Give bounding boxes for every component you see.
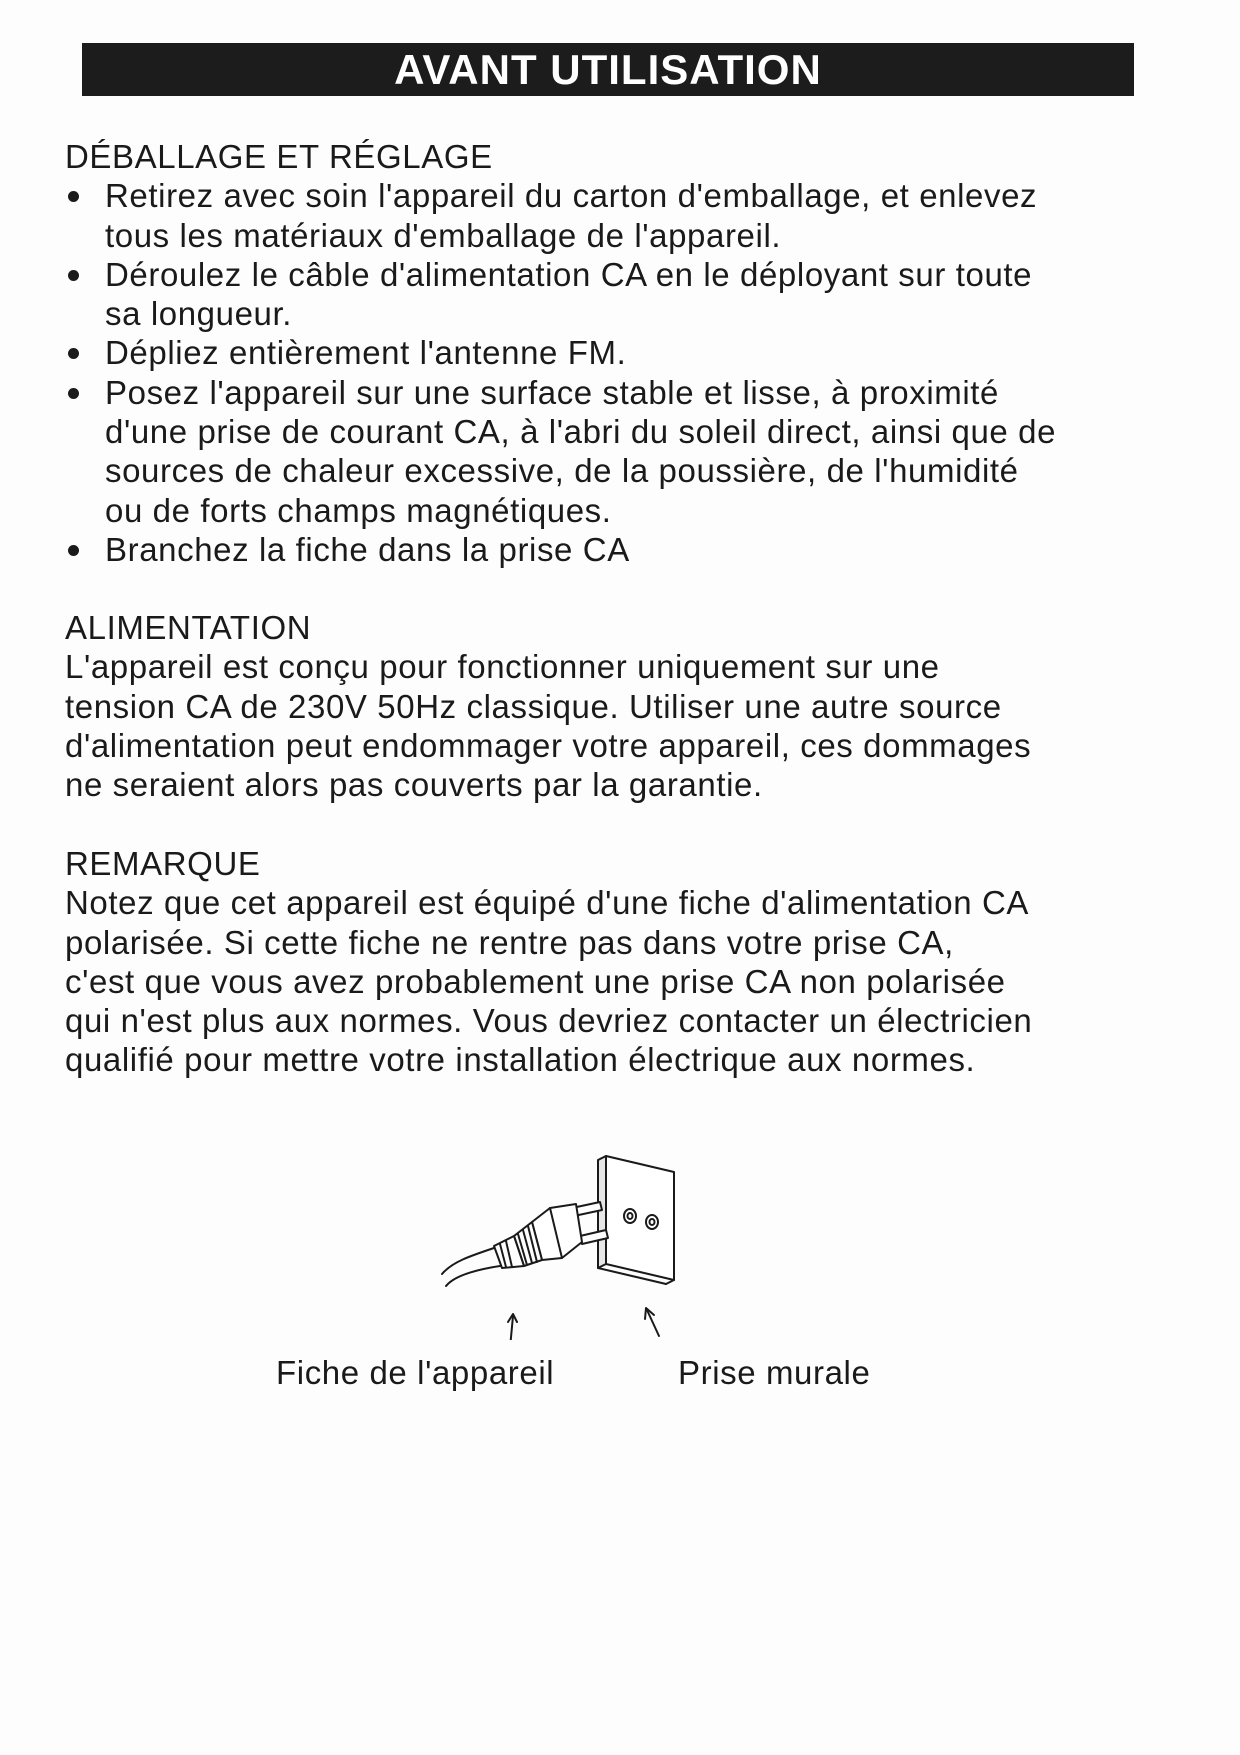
note-text-line: qui n'est plus aux normes. Vous devriez contacter un électricien (65, 1002, 1033, 1040)
bullet-icon (68, 348, 79, 359)
unpacking-list (65, 176, 1185, 569)
note-section (65, 844, 1185, 1080)
note-text-line: c'est que vous avez probablement une prise CA non polarisée (65, 962, 1006, 1000)
bullet-icon (68, 270, 79, 281)
list-item-line: Dépliez entièrement l'antenne FM. (105, 334, 627, 372)
wall-socket-icon (598, 1156, 674, 1284)
list-item (65, 373, 1185, 530)
note-text-line: polarisée. Si cette fiche ne rentre pas dans votre prise CA, (65, 923, 954, 961)
list-item-line: Branchez la fiche dans la prise CA (105, 530, 630, 568)
pointer-arrows (508, 1308, 659, 1340)
plug-caption: Fiche de l'appareil (276, 1354, 555, 1391)
power-heading: ALIMENTATION (65, 609, 312, 646)
power-text-line: tension CA de 230V 50Hz classique. Utiliser une autre source (65, 687, 1002, 725)
note-heading: REMARQUE (65, 845, 261, 882)
list-item (65, 176, 1185, 255)
list-item-line: tous les matériaux d'emballage de l'appareil. (105, 216, 782, 254)
bullet-icon (68, 388, 79, 399)
page-title: AVANT UTILISATION (82, 43, 1134, 96)
note-text-line: qualifié pour mettre votre installation électrique aux normes. (65, 1041, 976, 1079)
socket-caption: Prise murale (678, 1354, 871, 1391)
power-text-line: ne seraient alors pas couverts par la garantie. (65, 766, 763, 804)
unpacking-heading: DÉBALLAGE ET RÉGLAGE (65, 138, 493, 175)
list-item-line: Posez l'appareil sur une surface stable et lisse, à proximité (105, 373, 999, 411)
plug-icon (442, 1202, 608, 1286)
bullet-icon (68, 545, 79, 556)
list-item (65, 255, 1185, 334)
list-item (65, 530, 1185, 569)
unpacking-section (65, 137, 1185, 569)
power-text-line: d'alimentation peut endommager votre appareil, ces dommages (65, 726, 1032, 764)
list-item (65, 333, 1185, 372)
list-item-line: ou de forts champs magnétiques. (105, 491, 612, 529)
list-item-line: sa longueur. (105, 295, 293, 333)
plug-and-wall-socket-illustration (430, 1150, 690, 1340)
list-item-line: Retirez avec soin l'appareil du carton d'emballage, et enlevez (105, 177, 1038, 215)
power-section (65, 608, 1185, 804)
list-item-line: d'une prise de courant CA, à l'abri du soleil direct, ainsi que de (105, 413, 1057, 451)
list-item-line: Déroulez le câble d'alimentation CA en le déployant sur toute (105, 255, 1033, 293)
note-text-line: Notez que cet appareil est équipé d'une fiche d'alimentation CA (65, 884, 1029, 922)
power-text-line: L'appareil est conçu pour fonctionner uniquement sur une (65, 648, 940, 686)
bullet-icon (68, 191, 79, 202)
list-item-line: sources de chaleur excessive, de la poussière, de l'humidité (105, 452, 1019, 490)
